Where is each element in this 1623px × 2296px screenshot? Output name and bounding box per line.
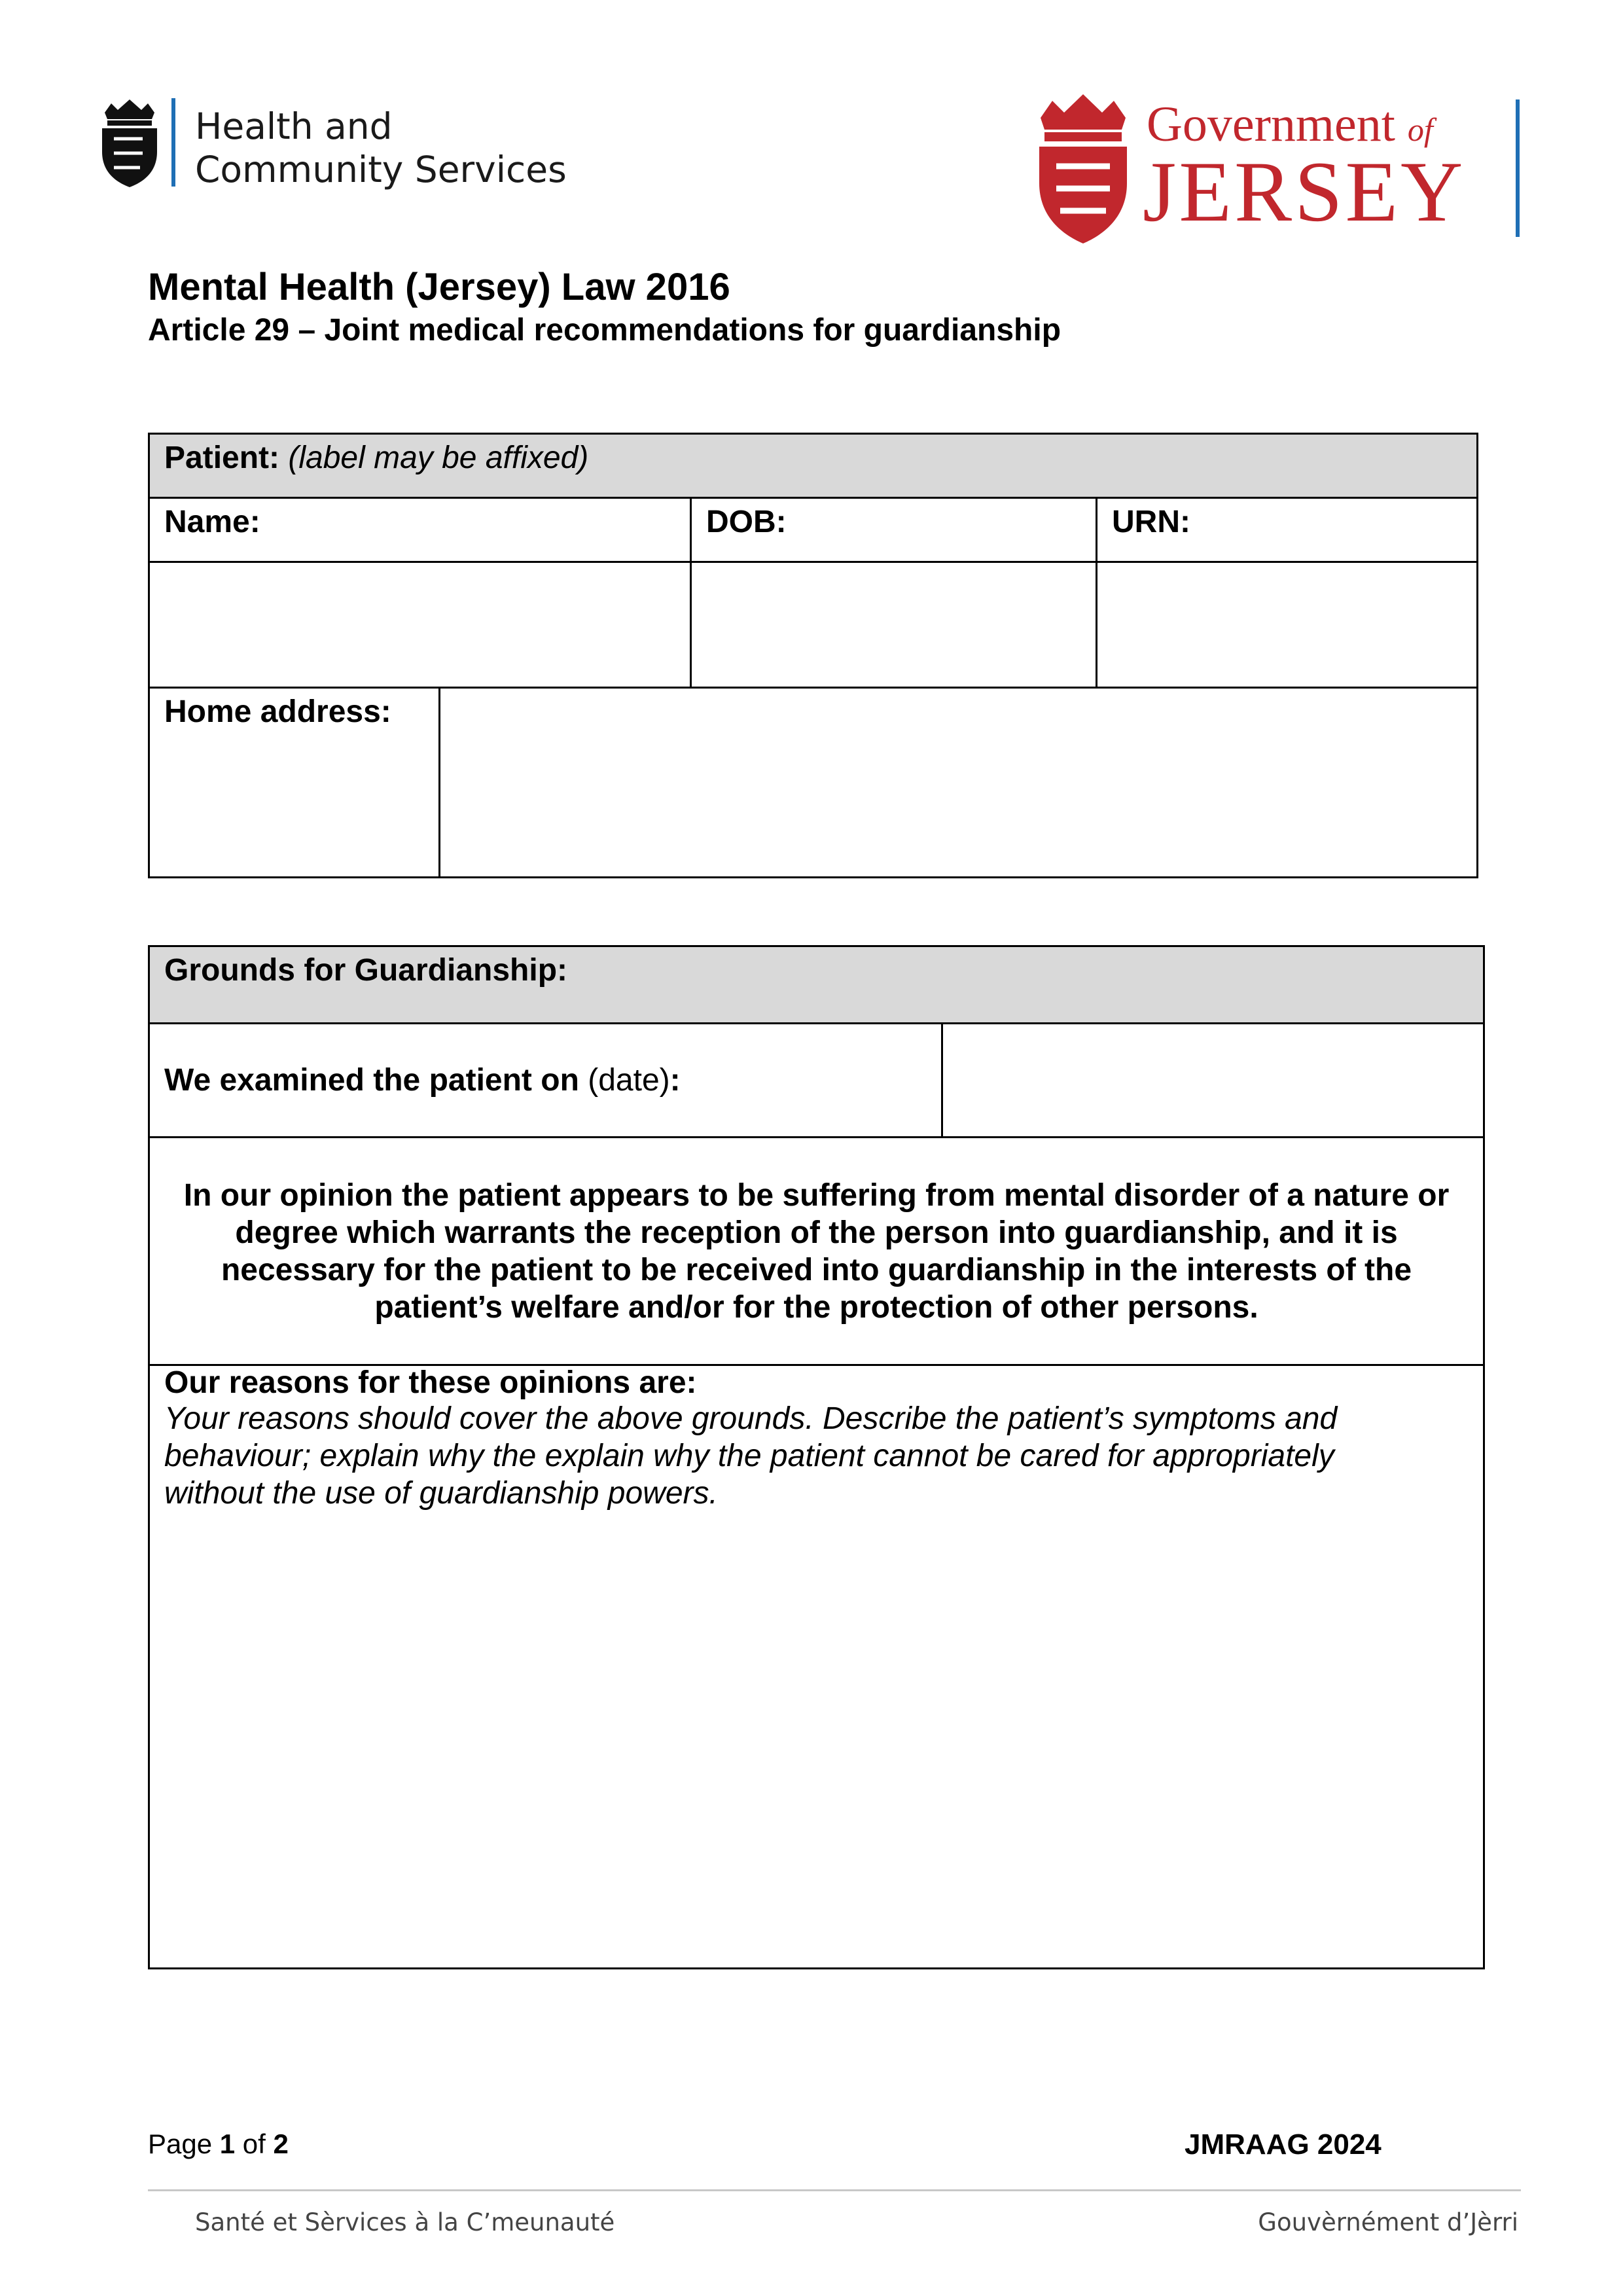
document-subtitle: Article 29 – Joint medical recommendations for guardianship <box>148 313 1061 348</box>
footer-jerriais-government: Gouvèrnément d’Jèrri <box>1258 2208 1518 2236</box>
reasons-heading: Our reasons for these opinions are: <box>164 1365 697 1400</box>
patient-heading: Patient: <box>164 440 280 475</box>
urn-field[interactable] <box>1097 562 1478 688</box>
hcs-divider <box>171 98 175 187</box>
exam-date-colon: : <box>669 1063 681 1098</box>
goj-crest-icon <box>1034 92 1132 245</box>
exam-date-label: We examined the patient on <box>164 1063 579 1098</box>
exam-date-note: (date) <box>588 1063 670 1098</box>
patient-heading-cell <box>149 434 1478 498</box>
name-label: Name: <box>149 498 691 562</box>
goj-divider <box>1516 99 1520 237</box>
exam-date-label-cell <box>149 1024 942 1138</box>
urn-label: URN: <box>1097 498 1478 562</box>
home-address-label: Home address: <box>149 688 440 878</box>
footer-divider <box>148 2189 1521 2191</box>
page-word: Page <box>148 2128 213 2159</box>
grounds-heading: Grounds for Guardianship: <box>149 946 1484 1024</box>
name-field[interactable] <box>149 562 691 688</box>
patient-details-table <box>148 433 1478 878</box>
reasons-instructions: Your reasons should cover the above grounds. Describe the patient’s symptoms and behaviour; explain why the explain why the patient cannot be cared for appropriately without the use of guardianship powers. <box>164 1401 1338 1511</box>
goj-jersey-text: JERSEY <box>1143 143 1466 240</box>
opinion-statement: In our opinion the patient appears to be suffering from mental disorder of a nature or degree which warrants the reception of the person into guardianship, and it is necessary for the patient to be received into guardianship in the interests of the patient’s welfare and/or for the protection of other persons. <box>149 1138 1484 1365</box>
dob-label: DOB: <box>691 498 1097 562</box>
page-total: 2 <box>273 2128 289 2159</box>
hcs-crest-icon <box>98 98 161 188</box>
grounds-table <box>148 945 1485 1969</box>
form-code: JMRAAG 2024 <box>1185 2128 1382 2161</box>
footer-jerriais-hcs: Santé et Sèrvices à la C’meunauté <box>195 2208 615 2236</box>
home-address-field[interactable] <box>440 688 1478 878</box>
document-title: Mental Health (Jersey) Law 2016 <box>148 266 730 308</box>
goj-of-text: of <box>1407 111 1433 148</box>
patient-heading-note: (label may be affixed) <box>288 440 589 475</box>
reasons-cell[interactable] <box>149 1365 1484 1969</box>
page-of: of <box>242 2128 266 2159</box>
goj-government-text: Government <box>1147 97 1395 152</box>
dob-field[interactable] <box>691 562 1097 688</box>
exam-date-field[interactable] <box>942 1024 1484 1138</box>
hcs-line1: Health and <box>195 105 393 147</box>
hcs-logo-text <box>195 105 567 191</box>
page-number <box>148 2128 289 2160</box>
page-current: 1 <box>219 2128 236 2159</box>
hcs-line2: Community Services <box>195 149 567 190</box>
